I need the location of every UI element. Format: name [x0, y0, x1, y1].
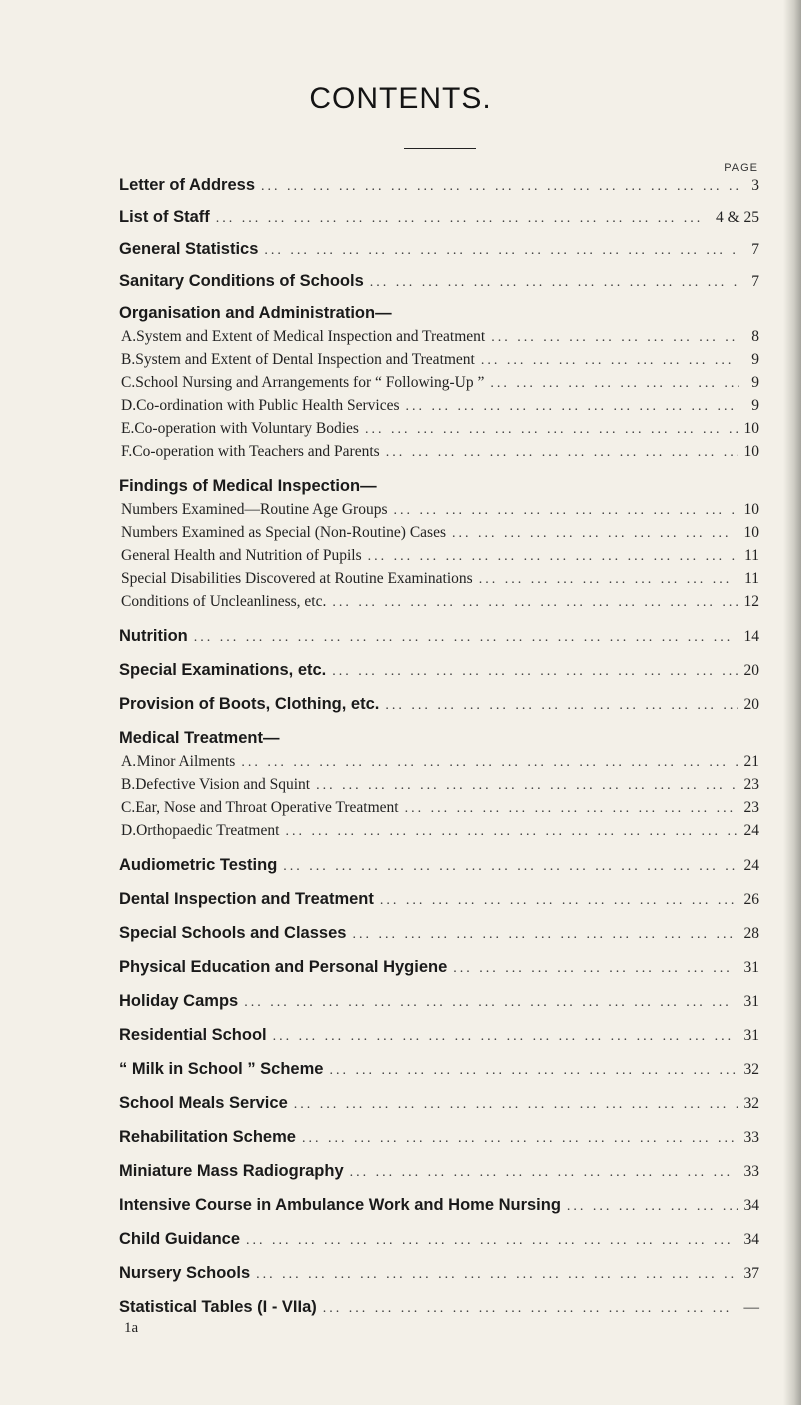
toc-entry-page: 26	[743, 891, 759, 908]
toc-entry-label: School Nursing and Arrangements for “ Following-Up ”	[135, 374, 485, 391]
toc-entry-special-schools[interactable]	[119, 924, 759, 946]
toc-entry-label: Special Examinations, etc.	[119, 661, 327, 679]
toc-entry-label: Special Disabilities Discovered at Routine Examinations	[121, 570, 473, 587]
toc-entry-label: Provision of Boots, Clothing, etc.	[119, 695, 380, 713]
toc-entry-page: 24	[743, 857, 759, 874]
toc-entry-page: 20	[743, 662, 759, 679]
toc-subentry[interactable]	[121, 822, 759, 844]
toc-entry-page: 12	[743, 593, 759, 610]
toc-entry-provision-of-boots[interactable]	[119, 695, 759, 717]
toc-entry-label: Rehabilitation Scheme	[119, 1128, 296, 1146]
toc-entry-page: 34	[743, 1197, 759, 1214]
leader-dots	[479, 572, 738, 588]
toc-subentry[interactable]	[121, 501, 759, 523]
subentry-letter: D.	[121, 822, 137, 839]
toc-entry-label: Ear, Nose and Throat Operative Treatment	[135, 799, 399, 816]
leader-dots	[323, 1301, 738, 1317]
toc-entry-page: 31	[743, 959, 759, 976]
leader-dots	[216, 211, 710, 227]
leader-dots	[405, 801, 738, 817]
toc-entry-page: 34	[743, 1231, 759, 1248]
toc-entry-label: Holiday Camps	[119, 992, 239, 1010]
leader-dots	[264, 243, 739, 259]
toc-subentry[interactable]	[121, 524, 759, 546]
toc-entry-page: 33	[743, 1129, 759, 1146]
toc-entry-list-of-staff[interactable]	[119, 208, 759, 230]
toc-subentry[interactable]	[121, 570, 759, 592]
toc-entry-label: School Meals Service	[119, 1094, 288, 1112]
subentry-letter: C.	[121, 374, 136, 391]
leader-dots	[241, 755, 737, 771]
toc-entry-audiometric-testing[interactable]	[119, 856, 759, 878]
subentry-letter: A.	[121, 328, 137, 345]
leader-dots	[567, 1199, 738, 1215]
toc-entry-page: —	[743, 1299, 759, 1316]
leader-dots	[352, 927, 737, 943]
toc-entry-label: Dental Inspection and Treatment	[119, 890, 374, 908]
toc-entry-page: 24	[743, 822, 759, 839]
toc-entry-dental-inspection[interactable]	[119, 890, 759, 912]
leader-dots	[385, 698, 737, 714]
toc-entry-page: 10	[743, 420, 759, 437]
toc-entry-label: Physical Education and Personal Hygiene	[119, 958, 448, 976]
toc-entry-page: 4 & 25	[715, 209, 759, 226]
toc-subentry[interactable]	[121, 397, 759, 419]
toc-entry-statistical-tables[interactable]	[119, 1298, 759, 1320]
toc-entry-label: Co-ordination with Public Health Services	[136, 397, 400, 414]
page-column-label: PAGE	[724, 162, 758, 174]
toc-entry-page: 32	[743, 1095, 759, 1112]
toc-entry-label: Defective Vision and Squint	[135, 776, 311, 793]
toc-entry-letter-of-address[interactable]	[119, 176, 759, 198]
toc-entry-label: Residential School	[119, 1026, 267, 1044]
toc-entry-milk-in-school[interactable]	[119, 1060, 759, 1082]
toc-entry-label: Numbers Examined as Special (Non-Routine) Cases	[121, 524, 446, 541]
toc-entry-page: 28	[743, 925, 759, 942]
toc-entry-page: 31	[743, 993, 759, 1010]
toc-subentry[interactable]	[121, 328, 759, 350]
toc-subentry[interactable]	[121, 593, 759, 615]
leader-dots	[261, 179, 739, 195]
toc-subentry[interactable]	[121, 799, 759, 821]
leader-dots	[244, 995, 737, 1011]
leader-dots	[453, 961, 737, 977]
subentry-letter: B.	[121, 776, 136, 793]
toc-entry-label: Conditions of Uncleanliness, etc.	[121, 593, 327, 610]
toc-entry-general-statistics[interactable]	[119, 240, 759, 262]
toc-entry-page: 31	[743, 1027, 759, 1044]
toc-entry-label: Minor Ailments	[136, 753, 236, 770]
subentry-letter: C.	[121, 799, 136, 816]
toc-entry-child-guidance[interactable]	[119, 1230, 759, 1252]
toc-entry-label: Sanitary Conditions of Schools	[119, 272, 364, 290]
toc-entry-label: General Statistics	[119, 240, 259, 258]
toc-subentry[interactable]	[121, 547, 759, 569]
leader-dots	[302, 1131, 738, 1147]
toc-entry-holiday-camps[interactable]	[119, 992, 759, 1014]
leader-dots	[246, 1233, 737, 1249]
toc-entry-label: Statistical Tables (I - VIIa)	[119, 1298, 317, 1316]
toc-entry-label: Numbers Examined—Routine Age Groups	[121, 501, 388, 518]
toc-entry-page: 3	[751, 177, 759, 194]
toc-subentry[interactable]	[121, 351, 759, 373]
leader-dots	[380, 893, 738, 909]
toc-entry-label: Orthopaedic Treatment	[136, 822, 280, 839]
toc-entry-nutrition[interactable]	[119, 627, 759, 649]
subentry-letter: E.	[121, 420, 135, 437]
leader-dots	[365, 422, 738, 438]
toc-entry-label: Child Guidance	[119, 1230, 241, 1248]
toc-subentry[interactable]	[121, 443, 759, 465]
toc-entry-label: Intensive Course in Ambulance Work and Home Nursing	[119, 1196, 561, 1214]
toc-subentry[interactable]	[121, 374, 759, 396]
toc-entry-label: “ Milk in School ” Scheme	[119, 1060, 324, 1078]
leader-dots	[350, 1165, 738, 1181]
toc-entry-label: Special Schools and Classes	[119, 924, 347, 942]
leader-dots	[329, 1063, 737, 1079]
toc-entry-physical-education[interactable]	[119, 958, 759, 980]
subentry-letter: A.	[121, 753, 137, 770]
toc-subentry[interactable]	[121, 753, 759, 775]
toc-entry-page: 23	[743, 776, 759, 793]
toc-entry-page: 32	[743, 1061, 759, 1078]
leader-dots	[406, 399, 739, 415]
toc-entry-page: 14	[743, 628, 759, 645]
subentry-letter: F.	[121, 443, 133, 460]
toc-entry-page: 7	[751, 273, 759, 290]
toc-entry-page: 23	[743, 799, 759, 816]
toc-entry-page: 33	[743, 1163, 759, 1180]
toc-entry-label: Audiometric Testing	[119, 856, 278, 874]
page-title: CONTENTS.	[309, 82, 492, 115]
section-heading-medical-treatment: Medical Treatment—	[119, 729, 280, 747]
leader-dots	[194, 630, 738, 646]
toc-entry-radiography[interactable]	[119, 1162, 759, 1184]
leader-dots	[332, 664, 737, 680]
toc-entry-nursery-schools[interactable]	[119, 1264, 759, 1286]
toc-entry-page: 37	[743, 1265, 759, 1282]
toc-subentry[interactable]	[121, 776, 759, 798]
leader-dots	[481, 353, 739, 369]
toc-entry-page: 9	[751, 374, 759, 391]
toc-entry-ambulance-course[interactable]	[119, 1196, 759, 1218]
page-edge-shadow	[783, 0, 801, 1405]
toc-entry-page: 20	[743, 696, 759, 713]
toc-entry-page: 7	[751, 241, 759, 258]
title-rule	[404, 148, 476, 149]
toc-entry-residential-school[interactable]	[119, 1026, 759, 1048]
toc-entry-label: Nutrition	[119, 627, 188, 645]
leader-dots	[283, 859, 737, 875]
toc-entry-label: System and Extent of Dental Inspection and Treatment	[135, 351, 475, 368]
leader-dots	[370, 275, 739, 291]
toc-entry-page: 10	[743, 501, 759, 518]
toc-entry-sanitary-conditions[interactable]	[119, 272, 759, 294]
toc-entry-page: 11	[744, 570, 759, 587]
leader-dots	[256, 1267, 737, 1283]
toc-entry-label: General Health and Nutrition of Pupils	[121, 547, 362, 564]
leader-dots	[294, 1097, 738, 1113]
toc-subentry[interactable]	[121, 420, 759, 442]
leader-dots	[316, 778, 737, 794]
leader-dots	[386, 445, 738, 461]
toc-entry-rehabilitation[interactable]	[119, 1128, 759, 1150]
toc-entry-label: Nursery Schools	[119, 1264, 251, 1282]
leader-dots	[273, 1029, 738, 1045]
toc-entry-page: 8	[751, 328, 759, 345]
toc-entry-page: 9	[751, 397, 759, 414]
toc-entry-label: System and Extent of Medical Inspection and Treatment	[136, 328, 486, 345]
toc-entry-page: 10	[743, 443, 759, 460]
toc-entry-label: Co-operation with Voluntary Bodies	[134, 420, 359, 437]
section-heading-organisation: Organisation and Administration—	[119, 304, 392, 322]
toc-entry-page: 10	[743, 524, 759, 541]
leader-dots	[490, 376, 739, 392]
subentry-letter: D.	[121, 397, 137, 414]
leader-dots	[452, 526, 738, 542]
signature-mark: 1a	[124, 1320, 139, 1336]
toc-entry-page: 21	[743, 753, 759, 770]
toc-entry-page: 9	[751, 351, 759, 368]
toc-entry-special-examinations[interactable]	[119, 661, 759, 683]
leader-dots	[285, 824, 737, 840]
toc-entry-label: List of Staff	[119, 208, 210, 226]
toc-entry-label: Miniature Mass Radiography	[119, 1162, 344, 1180]
toc-entry-school-meals[interactable]	[119, 1094, 759, 1116]
leader-dots	[393, 503, 737, 519]
toc-entry-label: Co-operation with Teachers and Parents	[132, 443, 380, 460]
leader-dots	[332, 595, 737, 611]
subentry-letter: B.	[121, 351, 136, 368]
leader-dots	[368, 549, 738, 565]
leader-dots	[491, 330, 739, 346]
toc-entry-label: Letter of Address	[119, 176, 255, 194]
toc-entry-page: 11	[744, 547, 759, 564]
section-heading-findings: Findings of Medical Inspection—	[119, 477, 377, 495]
